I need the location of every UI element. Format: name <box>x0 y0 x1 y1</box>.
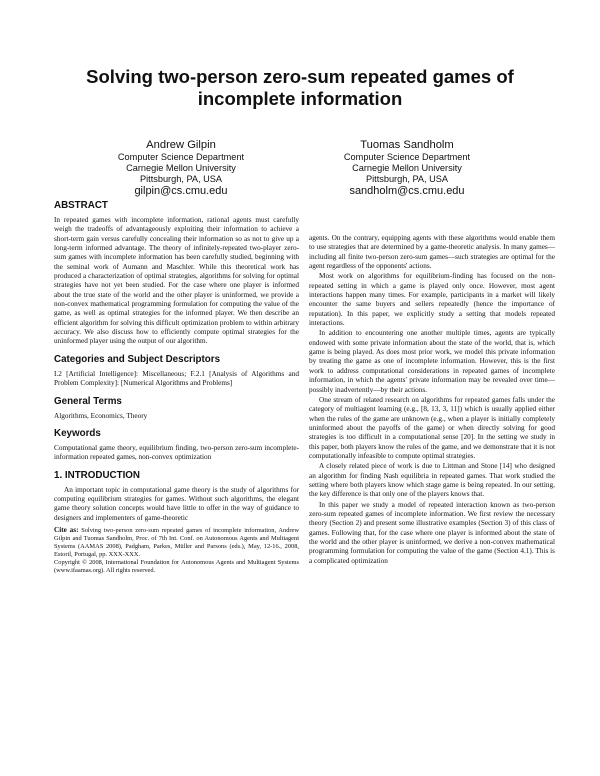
body-paragraph: One stream of related research on algorithms for repeated games falls under the category of multiagent learning (e.g., [8, 13, 3, 11]) which is usually applied either when the rules of the game are unknown (e.g., when a player is initially completely uninformed about the payoffs of the game) or when directly solving for good strategies is too difficult in a computational sense [20]. In the setting we study in this paper, both players know the rules of the game, and we demonstrate that it is not computationally infeasible to compute optimal strategies. <box>309 395 555 460</box>
body-paragraph: A closely related piece of work is due to Littman and Stone [14] who designed an algorithm for finding Nash equilibria in repeated games. That work studied the setting where both players know which stage game is being repeated. In our setting, the key difference is that only one of the players knows that. <box>309 462 555 499</box>
citation-label: Cite as: <box>54 525 79 534</box>
author-university: Carnegie Mellon University <box>126 163 236 173</box>
body-paragraph: In this paper we study a model of repeated interaction known as two-person zero-sum repeated games of incomplete information. We first review the necessary theory (Section 2) and present some illustrative examples (Section 3) of this class of games. Following that, for the case where one player is informed about the state of the world and the other player is uninformed, we derive a non-convex mathematical programming formulation for computing the value of the game (Section 4.1). This is a complicated optimization <box>309 500 555 565</box>
left-column <box>54 200 299 575</box>
introduction-heading: 1. INTRODUCTION <box>54 469 140 481</box>
keywords-heading: Keywords <box>54 427 101 439</box>
general-terms-text: Algorithms, Economics, Theory <box>54 411 148 420</box>
author-email[interactable]: sandholm@cs.cmu.edu <box>349 185 465 197</box>
right-column <box>309 234 555 567</box>
citation-text: Solving two-person zero-sum repeated games of incomplete information, Andrew Gilpin and Tuomas Sandholm, Proc. of 7th Int. Conf. on Autonomous Agents and Multiagent Systems (AAMAS 2008), Padgham, Parkes, Müller and Parsons (eds.), May, 12-16., 2008, Estoril, Portugal, pp. XXX-XXX. <box>54 526 299 558</box>
author-name: Tuomas Sandholm <box>360 139 454 151</box>
body-paragraph: In addition to encountering one another multiple times, agents are typically endowed with some private information about the state of the world, that is, which game is being played. As does most prior work, we model this private information by treating the game as one of incomplete information. However, this is the first work to address computational considerations in repeated games of incomplete information, in which the agents' private information may be revealed over time—possibly inadvertently—by their actions. <box>309 329 555 394</box>
introduction-paragraph: An important topic in computational game theory is the study of algorithms for computing equilibrium strategies for games. Without such algorithms, the elegant game theory solution concepts would have little to offer in the way of guidance to designers and implementers of game-theoretic <box>54 485 299 522</box>
abstract-heading: ABSTRACT <box>54 200 108 211</box>
body-paragraph: Most work on algorithms for equilibrium-finding has focused on the non-repeated setting in which a game is played only once. However, most agent interactions happen many times. For example, participants in a market will likely encounter the same buyers and sellers repeatedly (hence the importance of reputation). In this paper, we explicitly study a setting that models repeated interactions. <box>309 272 555 328</box>
author-university: Carnegie Mellon University <box>352 163 462 173</box>
categories-text: I.2 [Artificial Intelligence]: Miscellaneous; F.2.1 [Analysis of Algorithms and Problem Complexity]: [Numerical Algorithms and Problems] <box>54 369 299 388</box>
keywords-text: Computational game theory, equilibrium finding, two-person zero-sum incomplete-information repeated games, non-convex optimization <box>54 443 299 462</box>
author-city: Pittsburgh, PA, USA <box>365 174 449 184</box>
abstract-text: In repeated games with incomplete information, rational agents must carefully weigh the tradeoffs of advantageously exploiting their information to achieve a short-term gain versus carefully concealing their information so as not to give up a long-term informed advantage. The theory of infinitely-repeated two-player zero-sum games with incomplete information has been carefully studied, beginning with the seminal work of Aumann and Maschler. While this theoretical work has produced a characterization of optimal strategies, algorithms for solving for optimal strategies have not yet been studied. For the case where one player is informed about the true state of the world and the other player is uninformed, we provide a non-convex mathematical programming formulation for computing the value of the game, as well as optimal strategies for the informed player. We then describe an efficient algorithm for solving this difficult optimization problem to within arbitrary accuracy. We also discuss how to efficiently compute optimal strategies for the uninformed player using the output of our algorithm. <box>54 216 299 346</box>
copyright-text: Copyright © 2008, International Foundation for Autonomous Agents and Multiagent Systems (www.ifaamas.org). All rights reserved. <box>54 558 299 574</box>
citation-block <box>54 526 299 575</box>
body-paragraph: agents. On the contrary, equipping agents with these algorithms would enable them to use strategies that are determined by a game-theoretic analysis. In many games—including all finite two-person zero-sum games—such strategies are optimal for the agent regardless of the opponents' actions. <box>309 234 555 271</box>
author-name: Andrew Gilpin <box>146 139 216 151</box>
author-city: Pittsburgh, PA, USA <box>139 174 223 184</box>
author-block-1 <box>66 139 296 198</box>
author-email[interactable]: gilpin@cs.cmu.edu <box>134 185 228 197</box>
author-department: Computer Science Department <box>117 152 245 162</box>
paper-title: Solving two-person zero-sum repeated games of incomplete information <box>86 66 514 109</box>
author-department: Computer Science Department <box>343 152 471 162</box>
general-terms-heading: General Terms <box>54 395 122 407</box>
categories-heading: Categories and Subject Descriptors <box>54 353 221 365</box>
author-block-2 <box>292 139 522 198</box>
